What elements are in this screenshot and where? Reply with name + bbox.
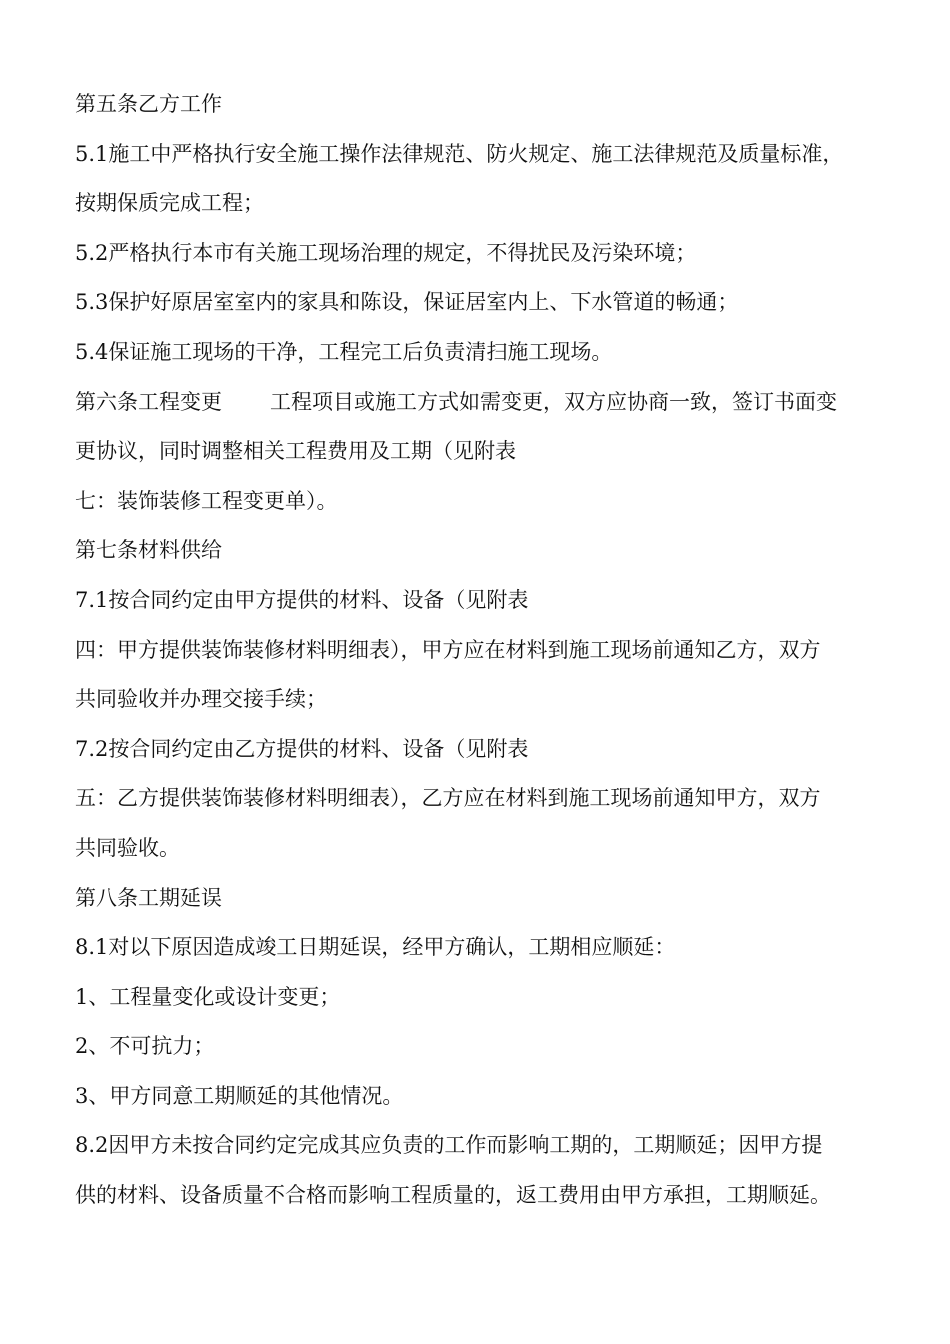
clause-5-2: 5.2严格执行本市有关施工现场治理的规定，不得扰民及污染环境；: [75, 240, 697, 265]
article-6-heading: 第六条工程变更: [75, 389, 222, 414]
clause-7-2-line-1: 7.2按合同约定由乙方提供的材料、设备（见附表: [75, 736, 529, 761]
article-8-heading: 第八条工期延误: [75, 885, 222, 910]
article-6-text: 工程项目或施工方式如需变更，双方应协商一致，签订书面变: [270, 389, 837, 414]
clause-8-1-item-3: 3、甲方同意工期顺延的其他情况。: [75, 1083, 404, 1108]
clause-8-1-item-1: 1、工程量变化或设计变更；: [75, 984, 341, 1009]
clause-5-1-line-1: 5.1施工中严格执行安全施工操作法律规范、防火规定、施工法律规范及质量标准，: [75, 141, 844, 166]
document-body: [75, 80, 890, 1221]
clause-7-2-line-2: 五：乙方提供装饰装修材料明细表），乙方应在材料到施工现场前通知甲方，双方: [75, 786, 821, 811]
clause-5-4: 5.4保证施工现场的干净，工程完工后负责清扫施工现场。: [75, 339, 613, 364]
article-6-line-3: 七：装饰装修工程变更单）。: [75, 488, 338, 513]
article-7-heading: 第七条材料供给: [75, 538, 222, 563]
clause-5-1-line-2: 按期保质完成工程；: [75, 191, 264, 216]
clause-8-2-line-1: 8.2因甲方未按合同约定完成其应负责的工作而影响工期的，工期顺延；因甲方提: [75, 1133, 823, 1158]
article-6-line-2: 更协议，同时调整相关工程费用及工期（见附表: [75, 439, 516, 464]
clause-7-1-line-3: 共同验收并办理交接手续；: [75, 687, 327, 712]
clause-8-2-line-2: 供的材料、设备质量不合格而影响工程质量的，返工费用由甲方承担，工期顺延。: [75, 1183, 831, 1208]
clause-8-1-item-2: 2、不可抗力；: [75, 1034, 215, 1059]
clause-5-3: 5.3保护好原居室室内的家具和陈设，保证居室内上、下水管道的畅通；: [75, 290, 739, 315]
article-5-heading: 第五条乙方工作: [75, 92, 222, 116]
clause-7-2-line-3: 共同验收。: [75, 835, 180, 860]
clause-8-1: 8.1对以下原因造成竣工日期延误，经甲方确认，工期相应顺延：: [75, 935, 676, 960]
article-6-line-1: [75, 378, 890, 428]
clause-7-1-line-2: 四：甲方提供装饰装修材料明细表），甲方应在材料到施工现场前通知乙方，双方: [75, 637, 821, 662]
clause-7-1-line-1: 7.1按合同约定由甲方提供的材料、设备（见附表: [75, 587, 529, 612]
